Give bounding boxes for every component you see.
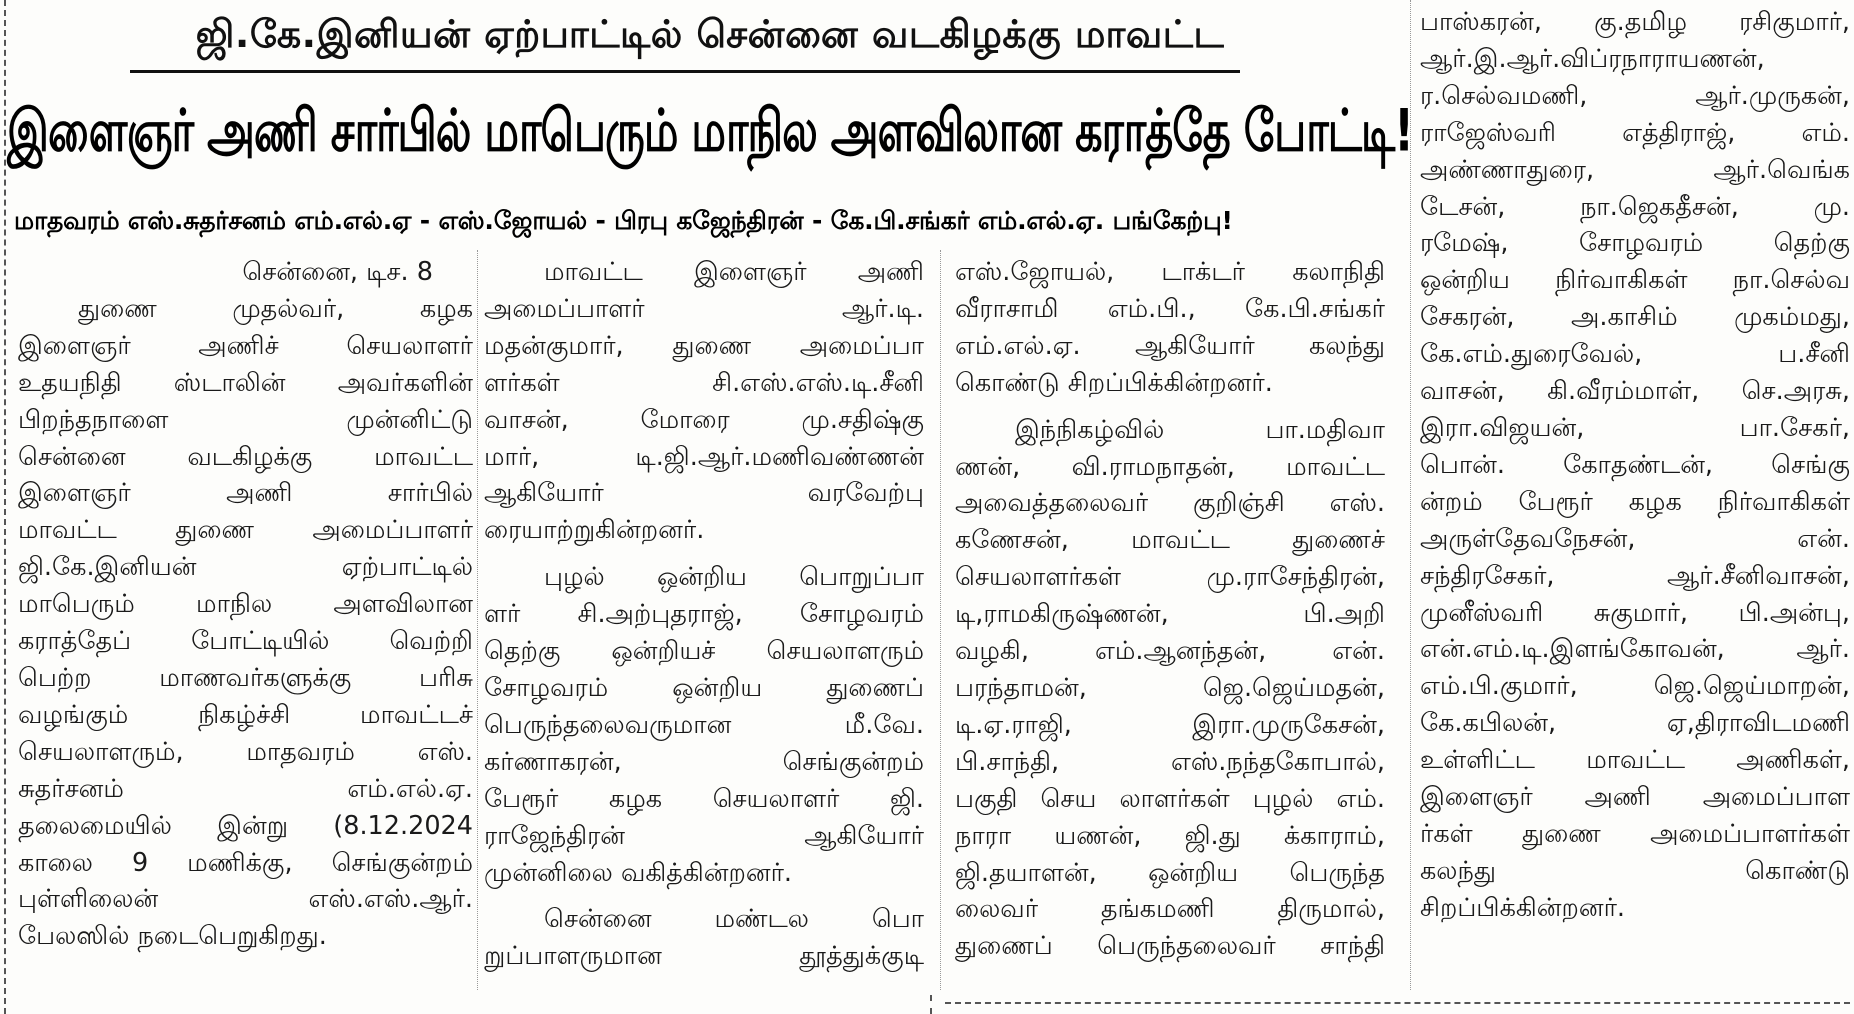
paragraph-line: முன்னிலை வகித்கின்றனர். xyxy=(484,857,792,888)
paragraph-line: கலந்து கொண்டு xyxy=(1420,855,1850,886)
paragraph-line: சென்னை வடகிழக்கு மாவட்ட xyxy=(18,441,473,472)
paragraph-line: இரா.விஜயன், பா.சேகர், xyxy=(1420,412,1850,443)
paragraph-line: ரையாற்றுகின்றனர். xyxy=(484,515,705,546)
bottom-dashed-rule xyxy=(945,1002,1850,1004)
paragraph-line: காலை 9 மணிக்கு, செங்குன்றம் xyxy=(18,847,473,878)
article-headline: இளைஞர் அணி சார்பில் மாபெரும் மாநில அளவிலான கராத்தே போட்டி! xyxy=(7,98,1413,166)
paragraph-line: கர்ணாகரன், செங்குன்றம் xyxy=(484,746,924,777)
paragraph-line: வழகி, எம்.ஆனந்தன், என். xyxy=(955,636,1385,667)
paragraph-line: மதன்குமார், துணை அமைப்பா xyxy=(484,330,924,361)
paragraph-line: வீராசாமி எம்.பி., கே.பி.சங்கர் xyxy=(955,293,1385,324)
paragraph-line: பெற்ற மாணவர்களுக்கு பரிசு xyxy=(18,662,473,693)
paragraph-line: றுப்பாளருமான தூத்துக்குடி xyxy=(484,941,924,972)
paragraph-line: பி.சாந்தி, எஸ்.நந்தகோபால், xyxy=(955,746,1385,777)
paragraph-line: டி.ஏ.ராஜி, இரா.முருகேசன், xyxy=(955,709,1385,740)
paragraph-line: ன்றம் பேரூர் கழக நிர்வாகிகள் xyxy=(1420,486,1850,517)
paragraph-line: இளைஞர் அணிச் செயலாளர் xyxy=(18,330,473,361)
paragraph-line: ளர் சி.அற்புதராஜ், சோழவரம் xyxy=(484,599,924,630)
paragraph-line: என்.எம்.டி.இளங்கோவன், ஆர். xyxy=(1420,634,1850,665)
paragraph-line: பேரூர் கழக செயலாளர் ஜி. xyxy=(484,783,924,814)
kicker-underline xyxy=(130,70,1240,73)
paragraph-line: ஆகியோர் வரவேற்பு xyxy=(484,478,924,509)
paragraph-line: அமைப்பாளர் ஆர்.டி. xyxy=(484,293,924,324)
paragraph-line: ர.செல்வமணி, ஆர்.முருகன், xyxy=(1420,80,1850,111)
paragraph-line: முனீஸ்வரி சுகுமார், பி.அன்பு, xyxy=(1420,597,1850,628)
dateline: சென்னை, டிச. 8 xyxy=(242,257,433,287)
paragraph-line: லைவர் தங்கமணி திருமால், xyxy=(955,894,1385,925)
paragraph-line: ஜி.தயாளன், ஒன்றிய பெருந்த xyxy=(955,857,1385,888)
paragraph-line: சந்திரசேகர், ஆர்.சீனிவாசன், xyxy=(1420,560,1850,591)
paragraph-line: பேலஸில் நடைபெறுகிறது. xyxy=(18,921,327,952)
paragraph-line: சென்னை மண்டல பொ xyxy=(544,904,924,935)
paragraph-line: நாரா யணன், ஜி.து க்காராம், xyxy=(955,820,1385,851)
paragraph-line: கணேசன், மாவட்ட துணைச் xyxy=(955,525,1385,556)
paragraph-line: தலைமையில் இன்று (8.12.2024 xyxy=(18,810,473,841)
paragraph-line: பிறந்தநாளை முன்னிட்டு xyxy=(18,404,473,435)
body-column-2 xyxy=(484,254,924,975)
paragraph-line: ஆர்.இ.ஆர்.விப்ரநாராயணன், xyxy=(1420,43,1765,74)
paragraph-line: அவைத்தலைவர் குறிஞ்சி எஸ். xyxy=(955,488,1385,519)
column-divider xyxy=(940,250,941,990)
paragraph-line: உதயநிதி ஸ்டாலின் அவர்களின் xyxy=(18,367,473,398)
paragraph-line: எம்.எல்.ஏ. ஆகியோர் கலந்து xyxy=(955,330,1385,361)
paragraph-line: பாஸ்கரன், கு.தமிழ ரசிகுமார், xyxy=(1420,7,1850,37)
paragraph-line: புழல் ஒன்றிய பொறுப்பா xyxy=(544,562,924,593)
paragraph-line: தெற்கு ஒன்றியச் செயலாளரும் xyxy=(484,636,924,667)
paragraph-line: பகுதி செய லாளர்கள் புழல் எம். xyxy=(955,783,1385,814)
paragraph-line: வாசன், கி.வீரம்மாள், செ.அரசு, xyxy=(1420,376,1850,407)
paragraph-line: துணைப் பெருந்தலைவர் சாந்தி xyxy=(955,931,1385,962)
paragraph-line: ஜி.கே.இனியன் ஏற்பாட்டில் xyxy=(18,552,473,583)
paragraph-line: கொண்டு சிறப்பிக்கின்றனர். xyxy=(955,367,1273,398)
paragraph-line: டேசன், நா.ஜெகதீசன், மு. xyxy=(1420,191,1850,222)
paragraph-line: அண்ணாதுரை, ஆர்.வெங்க xyxy=(1420,154,1850,185)
paragraph-line: எம்.பி.குமார், ஜெ.ஜெய்மாறன், xyxy=(1420,671,1850,702)
paragraph-line: பெருந்தலைவருமான மீ.வே. xyxy=(484,709,924,740)
paragraph-line: புள்ளிலைன் எஸ்.எஸ்.ஆர். xyxy=(18,884,473,915)
paragraph-line: ணன், வி.ராமநாதன், மாவட்ட xyxy=(955,451,1385,482)
paragraph-line: ஒன்றிய நிர்வாகிகள் நா.செல்வ xyxy=(1420,265,1850,296)
paragraph-line: மார், டி.ஜி.ஆர்.மணிவண்ணன் xyxy=(484,441,924,472)
paragraph-line: ளர்கள் சி.எஸ்.எஸ்.டி.சீனி xyxy=(484,367,924,398)
body-column-3 xyxy=(955,254,1385,965)
paragraph-line: சோழவரம் ஒன்றிய துணைப் xyxy=(484,672,924,703)
bottom-dashed-tick xyxy=(930,995,932,1014)
paragraph-line: ராஜேஸ்வரி எத்திராஜ், எம். xyxy=(1420,117,1850,148)
paragraph-line: மாவட்ட துணை அமைப்பாளர் xyxy=(18,515,473,546)
paragraph-line: மாவட்ட இளைஞர் அணி xyxy=(544,257,924,287)
paragraph-line: சுதர்சனம் எம்.எல்.ஏ. xyxy=(18,773,473,804)
paragraph-line: வழங்கும் நிகழ்ச்சி மாவட்டச் xyxy=(18,699,473,730)
column-divider xyxy=(477,250,478,990)
article-kicker: ஜி.கே.இனியன் ஏற்பாட்டில் சென்னை வடகிழக்கு மாவட்ட xyxy=(195,12,1225,56)
paragraph-line: கே.எம்.துரைவேல், ப.சீனி xyxy=(1420,339,1850,370)
paragraph-line: செயலாளரும், மாதவரம் எஸ். xyxy=(18,736,473,767)
article-subheadline: மாதவரம் எஸ்.சுதர்சனம் எம்.எல்.ஏ - எஸ்.ஜோயல் - பிரபு கஜேந்திரன் - கே.பி.சங்கர் எம்.எல்.ஏ. பங்கேற்பு! xyxy=(14,206,1233,235)
paragraph-line: சிறப்பிக்கின்றனர். xyxy=(1420,892,1626,923)
paragraph-line: பொன். கோதண்டன், செங்கு xyxy=(1420,449,1850,480)
paragraph-line: துணை முதல்வர், கழக xyxy=(78,293,473,324)
paragraph-line: கே.கபிலன், ஏ,திராவிடமணி xyxy=(1420,708,1850,739)
paragraph-line: ரமேஷ், சோழவரம் தெற்கு xyxy=(1420,228,1850,259)
body-column-4 xyxy=(1420,4,1850,927)
column-divider xyxy=(1410,0,1411,990)
paragraph-line: ராஜேந்திரன் ஆகியோர் xyxy=(484,820,924,851)
paragraph-line: சேகரன், அ.காசிம் முகம்மது, xyxy=(1420,302,1850,333)
paragraph-line: வாசன், மோரை மு.சதிஷ்கு xyxy=(484,404,924,435)
paragraph-line: பரந்தாமன், ஜெ.ஜெய்மதன், xyxy=(955,672,1385,703)
paragraph-line: உள்ளிட்ட மாவட்ட அணிகள், xyxy=(1420,745,1850,776)
paragraph-line: டி,ராமகிருஷ்ணன், பி.அறி xyxy=(955,599,1385,630)
paragraph-line: கராத்தேப் போட்டியில் வெற்றி xyxy=(18,626,473,657)
paragraph-line: செயலாளர்கள் மு.ராசேந்திரன், xyxy=(955,562,1385,593)
paragraph-line: ர்கள் துணை அமைப்பாளர்கள் xyxy=(1420,818,1850,849)
paragraph-line: இளைஞர் அணி சார்பில் xyxy=(18,478,473,509)
paragraph-line: மாபெரும் மாநில அளவிலான xyxy=(18,589,473,620)
paragraph-line: அருள்தேவநேசன், என். xyxy=(1420,523,1850,554)
paragraph-line: எஸ்.ஜோயல், டாக்டர் கலாநிதி xyxy=(955,257,1385,287)
paragraph-line: இளைஞர் அணி அமைப்பாள xyxy=(1420,782,1850,813)
body-column-1 xyxy=(18,254,473,955)
paragraph-line: இந்நிகழ்வில் பா.மதிவா xyxy=(1015,414,1385,445)
